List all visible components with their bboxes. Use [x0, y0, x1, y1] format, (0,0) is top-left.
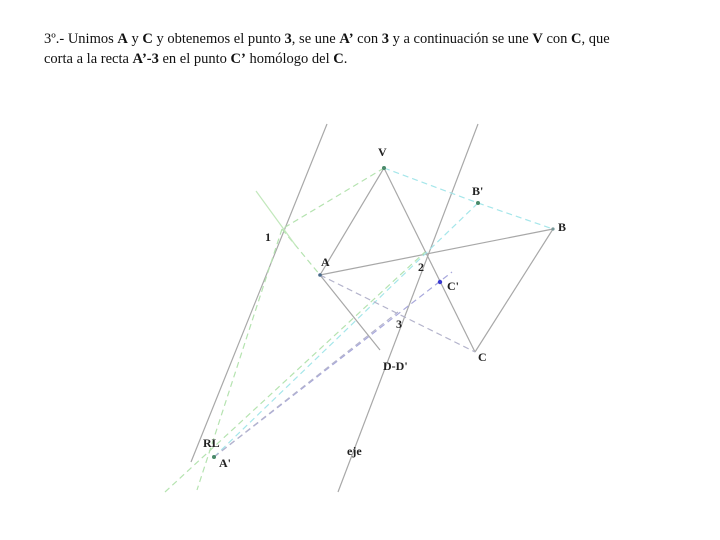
label-a: A [321, 255, 330, 269]
cyan-dashed-lines [214, 168, 553, 457]
segment-a-d [320, 275, 380, 350]
label-c: C [478, 350, 487, 364]
label-b: B [558, 220, 567, 234]
caption-run: . [343, 51, 348, 67]
caption-run: C [142, 31, 153, 47]
cyan-dashed-bprime-b [478, 203, 553, 229]
segment-b-c [475, 229, 553, 352]
gray-dashed-lines [214, 275, 475, 457]
cyan-dashed-aprime-bprime [214, 203, 478, 457]
label-c-prime: C' [447, 279, 459, 293]
point-b-prime [476, 201, 480, 205]
caption-run: y a continuación se une [388, 31, 533, 47]
label-v: V [378, 145, 387, 159]
points [212, 166, 555, 459]
label-eje: eje [347, 444, 362, 458]
green-dashed-1-a [282, 229, 320, 275]
label-rl: RL [203, 436, 220, 450]
label-3: 3 [396, 317, 402, 331]
caption-run: con [542, 31, 571, 47]
label-1: 1 [265, 230, 271, 244]
axis-line-eje [338, 124, 478, 492]
caption-run: , que [581, 31, 610, 47]
gray-dashed-3-aprime [214, 312, 398, 457]
caption-run: en el punto [158, 51, 231, 67]
label-a-prime: A' [219, 456, 231, 470]
green-line-through-1 [256, 191, 296, 246]
caption-run: 3 [381, 31, 389, 47]
caption-run: 3 [284, 31, 292, 47]
caption-run: homólogo del [245, 51, 334, 67]
solid-lines [191, 124, 553, 492]
caption-run: V [532, 31, 543, 47]
caption-run: 3º.- Unimos [44, 31, 118, 47]
point-c-prime [438, 280, 442, 284]
caption-run: y obtenemos el punto [152, 31, 285, 47]
segment-a-b [320, 229, 553, 275]
caption-run: C [333, 51, 344, 67]
point-a [318, 273, 322, 277]
label-d-d-prime: D-D' [383, 359, 408, 373]
label-2: 2 [418, 260, 424, 274]
caption-run: con [353, 31, 382, 47]
caption-run: A’-3 [132, 51, 159, 67]
point-a-prime [212, 455, 216, 459]
point-v [382, 166, 386, 170]
caption-run: corta a la recta [44, 51, 133, 67]
point-b [551, 227, 554, 230]
label-b-prime: B' [472, 184, 484, 198]
caption-run: y [127, 31, 143, 47]
caption-run: , se une [291, 31, 340, 47]
caption-run: C [571, 31, 582, 47]
caption-run: A’ [339, 31, 354, 47]
vanishing-line-rl [191, 124, 327, 462]
caption-run: C’ [230, 51, 246, 67]
caption-run: A [117, 31, 128, 47]
